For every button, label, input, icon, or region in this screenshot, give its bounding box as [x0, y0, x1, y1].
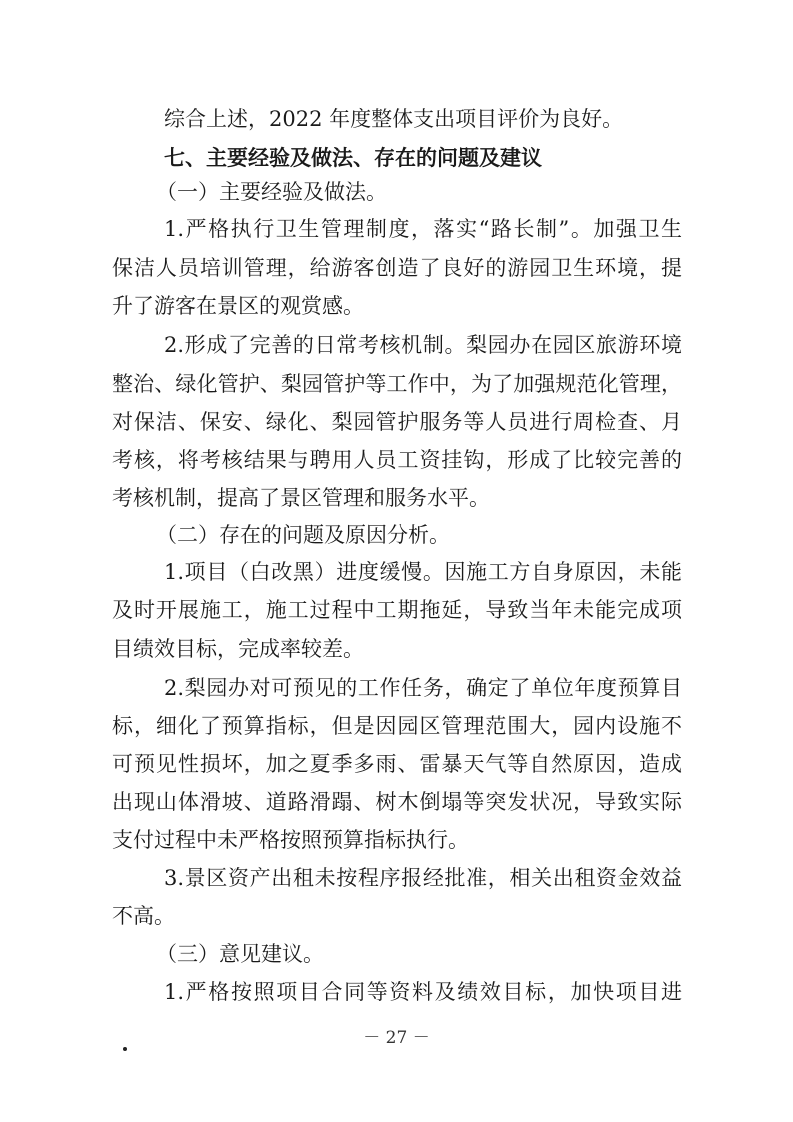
paragraph-line: 升了游客在景区的观赏感。	[112, 294, 364, 318]
margin-dot	[123, 1047, 127, 1051]
paragraph-line: 考核，将考核结果与聘用人员工资挂钩，形成了比较完善的	[112, 448, 682, 472]
summary-paragraph: 综合上述，2022 年度整体支出项目评价为良好。	[164, 107, 624, 131]
paragraph-line: 对保洁、保安、绿化、梨园管护服务等人员进行周检查、月	[112, 410, 682, 434]
paragraph-line: 保洁人员培训管理，给游客创造了良好的游园卫生环境，提	[112, 256, 682, 280]
paragraph-line: 标，细化了预算指标，但是因园区管理范围大，园内设施不	[112, 714, 682, 738]
paragraph-line: 不高。	[112, 904, 175, 928]
paragraph-line: 2.梨园办对可预见的工作任务，确定了单位年度预算目	[164, 676, 682, 700]
paragraph-line: 整治、绿化管护、梨园管护等工作中，为了加强规范化管理，	[112, 372, 682, 396]
paragraph-line: 及时开展施工，施工过程中工期拖延，导致当年未能完成项	[112, 598, 682, 622]
paragraph-line: 可预见性损坏，加之夏季多雨、雷暴天气等自然原因，造成	[112, 752, 682, 776]
paragraph-line: 支付过程中未严格按照预算指标执行。	[112, 828, 469, 852]
paragraph-line: 2.形成了完善的日常考核机制。梨园办在园区旅游环境	[164, 333, 682, 357]
subheading-problems: （二）存在的问题及原因分析。	[156, 523, 450, 547]
page-number: － 27 －	[363, 1028, 430, 1048]
paragraph-line: 出现山体滑坡、道路滑蹋、树木倒塌等突发状况，导致实际	[112, 790, 682, 814]
paragraph-line: 3.景区资产出租未按程序报经批准，相关出租资金效益	[164, 866, 682, 890]
paragraph-line: 1.项目（白改黑）进度缓慢。因施工方自身原因，未能	[164, 560, 682, 584]
paragraph-line: 考核机制，提高了景区管理和服务水平。	[112, 486, 490, 510]
paragraph-line: 1.严格按照项目合同等资料及绩效目标，加快项目进	[164, 980, 682, 1004]
paragraph-line: 1.严格执行卫生管理制度，落实“路长制”。加强卫生	[164, 217, 682, 241]
subheading-suggestions: （三）意见建议。	[156, 942, 324, 966]
subheading-experience: （一）主要经验及做法。	[156, 180, 387, 204]
section-heading-seven: 七、主要经验及做法、存在的问题及建议	[164, 146, 542, 170]
paragraph-line: 目绩效目标，完成率较差。	[112, 637, 364, 661]
